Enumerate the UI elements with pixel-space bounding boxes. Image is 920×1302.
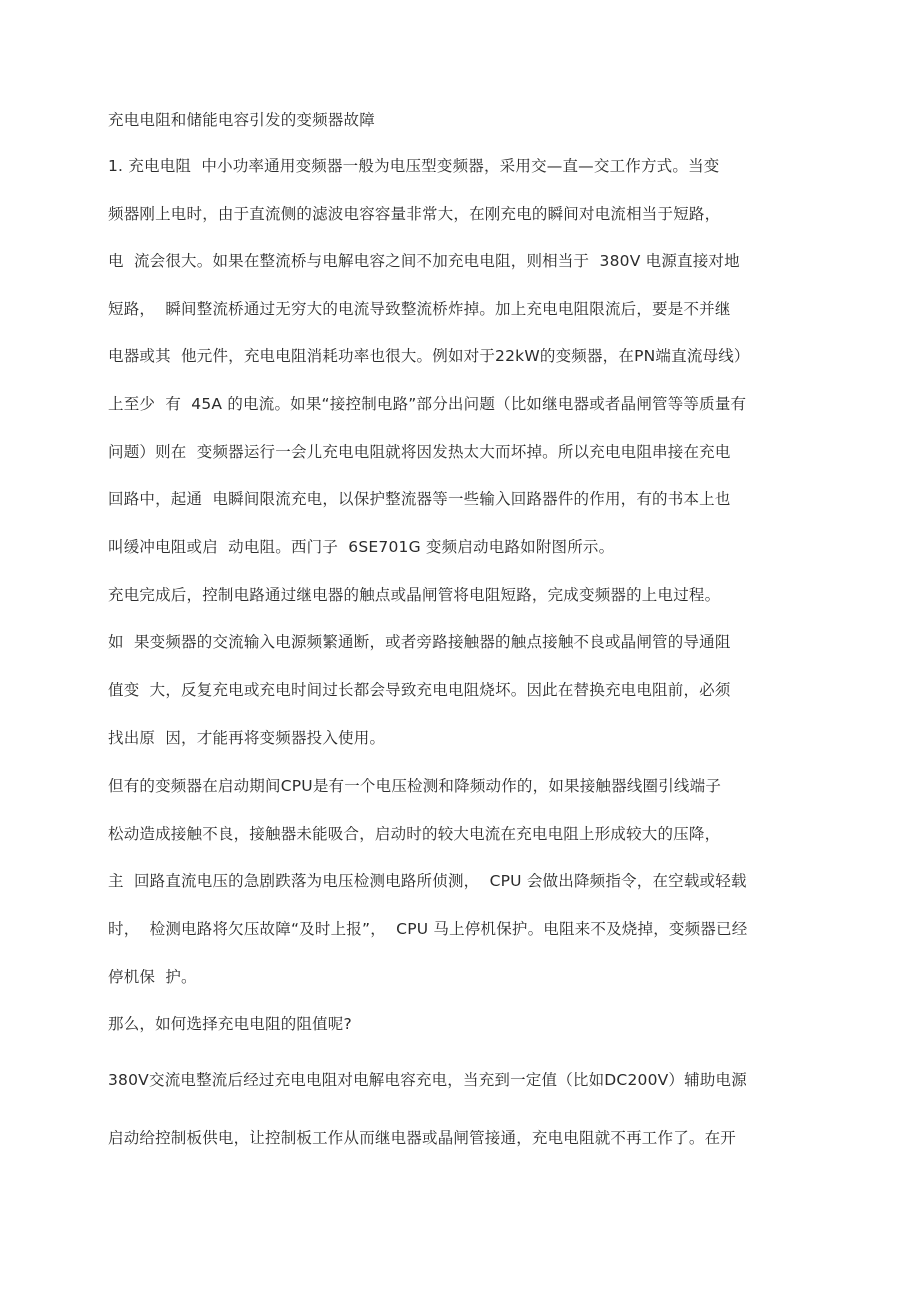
text-line: 找出原 因，才能再将变频器投入使用。 xyxy=(108,729,386,747)
text-line: 停机保 护。 xyxy=(108,968,197,986)
text-line: 但有的变频器在启动期间CPU是有一个电压检测和降频动作的，如果接触器线圈引线端子 xyxy=(108,777,722,795)
text-line: 如 果变频器的交流输入电源频繁通断，或者旁路接触器的触点接触不良或晶闸管的导通阻 xyxy=(108,633,731,651)
text-line: 380V交流电整流后经过充电电阻对电解电容充电，当充到一定值（比如DC200V）辅助电源 xyxy=(108,1071,747,1089)
text-line: 电器或其 他元件，充电电阻消耗功率也很大。例如对于22kW的变频器，在PN端直流母线） xyxy=(108,347,750,365)
text-line: 值变 大，反复充电或充电时间过长都会导致充电电阻烧坏。因此在替换充电电阻前，必须 xyxy=(108,681,731,699)
text-line: 松动造成接触不良，接触器未能吸合，启动时的较大电流在充电电阻上形成较大的压降， xyxy=(108,825,721,843)
text-line: 电 流会很大。如果在整流桥与电解电容之间不加充电电阻，则相当于 380V 电源直接对地 xyxy=(108,252,740,270)
text-line: 叫缓冲电阻或启 动电阻。西门子 6SE701G 变频启动电路如附图所示。 xyxy=(108,538,615,556)
text-line: 上至少 有 45A 的电流。如果“接控制电路”部分出问题（比如继电器或者晶闸管等等质量有 xyxy=(108,395,747,413)
text-line: 充电完成后，控制电路通过继电器的触点或晶闸管将电阻短路，完成变频器的上电过程。 xyxy=(108,586,721,604)
text-line: 启动给控制板供电，让控制板工作从而继电器或晶闸管接通，充电电阻就不再工作了。在开 xyxy=(108,1129,737,1147)
text-line: 时， 检测电路将欠压故障“及时上报”， CPU 马上停机保护。电阻来不及烧掉，变频器已经 xyxy=(108,920,748,938)
text-line: 那么，如何选择充电电阻的阻值呢? xyxy=(108,1015,352,1033)
text-line: 频器刚上电时，由于直流侧的滤波电容容量非常大，在刚充电的瞬间对电流相当于短路， xyxy=(108,205,721,223)
document-title: 充电电阻和储能电容引发的变频器故障 xyxy=(108,111,375,129)
text-line: 问题）则在 变频器运行一会儿充电电阻就将因发热太大而坏掉。所以充电电阻串接在充电 xyxy=(108,443,731,461)
text-line: 1. 充电电阻 中小功率通用变频器一般为电压型变频器，采用交—直—交工作方式。当变 xyxy=(108,157,720,175)
text-line: 短路， 瞬间整流桥通过无穷大的电流导致整流桥炸掉。加上充电电阻限流后，要是不并继 xyxy=(108,300,731,318)
text-line: 回路中，起通 电瞬间限流充电，以保护整流器等一些输入回路器件的作用，有的书本上也 xyxy=(108,490,731,508)
text-line: 主 回路直流电压的急剧跌落为电压检测电路所侦测， CPU 会做出降频指令，在空载或轻载 xyxy=(108,872,747,890)
